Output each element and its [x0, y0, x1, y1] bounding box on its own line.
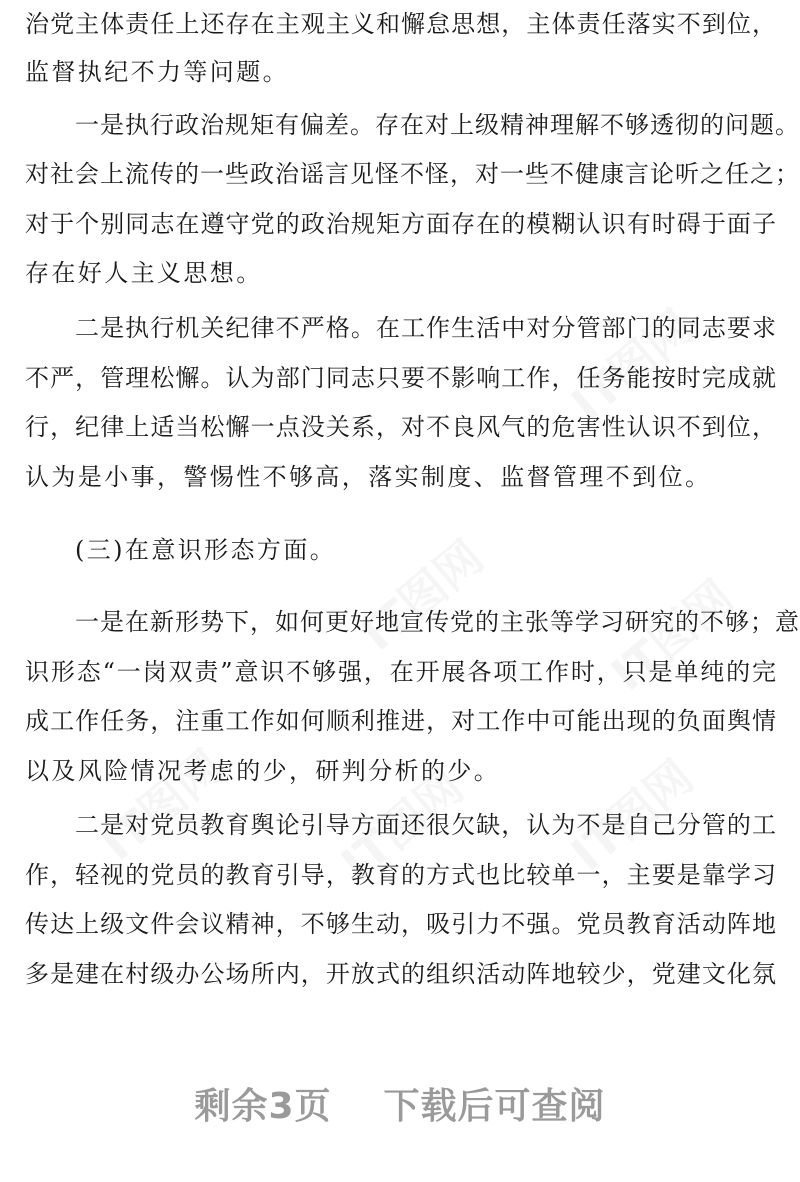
body-text-line: 认为是小事，警惕性不够高，落实制度、监督管理不到位。 [25, 463, 712, 491]
download-to-view-label: 下载后可查阅 [383, 1086, 606, 1127]
body-text-line: 行，纪律上适当松懈一点没关系，对不良风气的危害性认识不到位， [25, 413, 777, 441]
body-text-line: 传达上级文件会议精神，不够生动，吸引力不强。党员教育活动阵地 [25, 910, 777, 938]
body-text-line: 对社会上流传的一些政治谣言见怪不怪，对一些不健康言论听之任之； [25, 160, 800, 188]
body-text-line: 治党主体责任上还存在主观主义和懈怠思想，主体责任落实不到位， [25, 10, 777, 38]
body-text-line: 一是执行政治规矩有偏差。存在对上级精神理解不够透彻的问题。 [75, 111, 800, 139]
body-text-line: 多是建在村级办公场所内，开放式的组织活动阵地较少，党建文化氛 [25, 960, 777, 988]
watermark-text [345, 523, 495, 664]
body-text-line: 不严，管理松懈。认为部门同志只要不影响工作，任务能按时完成就 [25, 364, 777, 392]
download-prompt[interactable] [0, 1078, 800, 1129]
remaining-pages-label: 剩余3页 [194, 1086, 332, 1127]
body-text-line: 以及风险情况考虑的少，研判分析的少。 [25, 757, 501, 785]
body-text-line: 作，轻视的党员的教育引导，教育的方式也比较单一，主要是靠学习 [25, 861, 777, 889]
body-text-line: 监督执纪不力等问题。 [25, 58, 289, 86]
body-text-line: 存在好人主义思想。 [25, 259, 263, 287]
body-text-line: 对于个别同志在遵守党的政治规矩方面存在的模糊认识有时碍于面子 [25, 210, 777, 238]
body-text-line: 二是对党员教育舆论引导方面还很欠缺，认为不是自己分管的工 [75, 811, 777, 839]
body-text-line: 一是在新形势下，如何更好地宣传党的主张等学习研究的不够；意 [75, 608, 800, 636]
body-text-line: 成工作任务，注重工作如何顺利推进，对工作中可能出现的负面舆情 [25, 707, 777, 735]
body-text-line: 二是执行机关纪律不严格。在工作生活中对分管部门的同志要求 [75, 314, 777, 342]
body-text-line: 识形态“一岗双责”意识不够强，在开展各项工作时，只是单纯的完 [25, 658, 777, 686]
section-heading: (三)在意识形态方面。 [75, 536, 337, 564]
